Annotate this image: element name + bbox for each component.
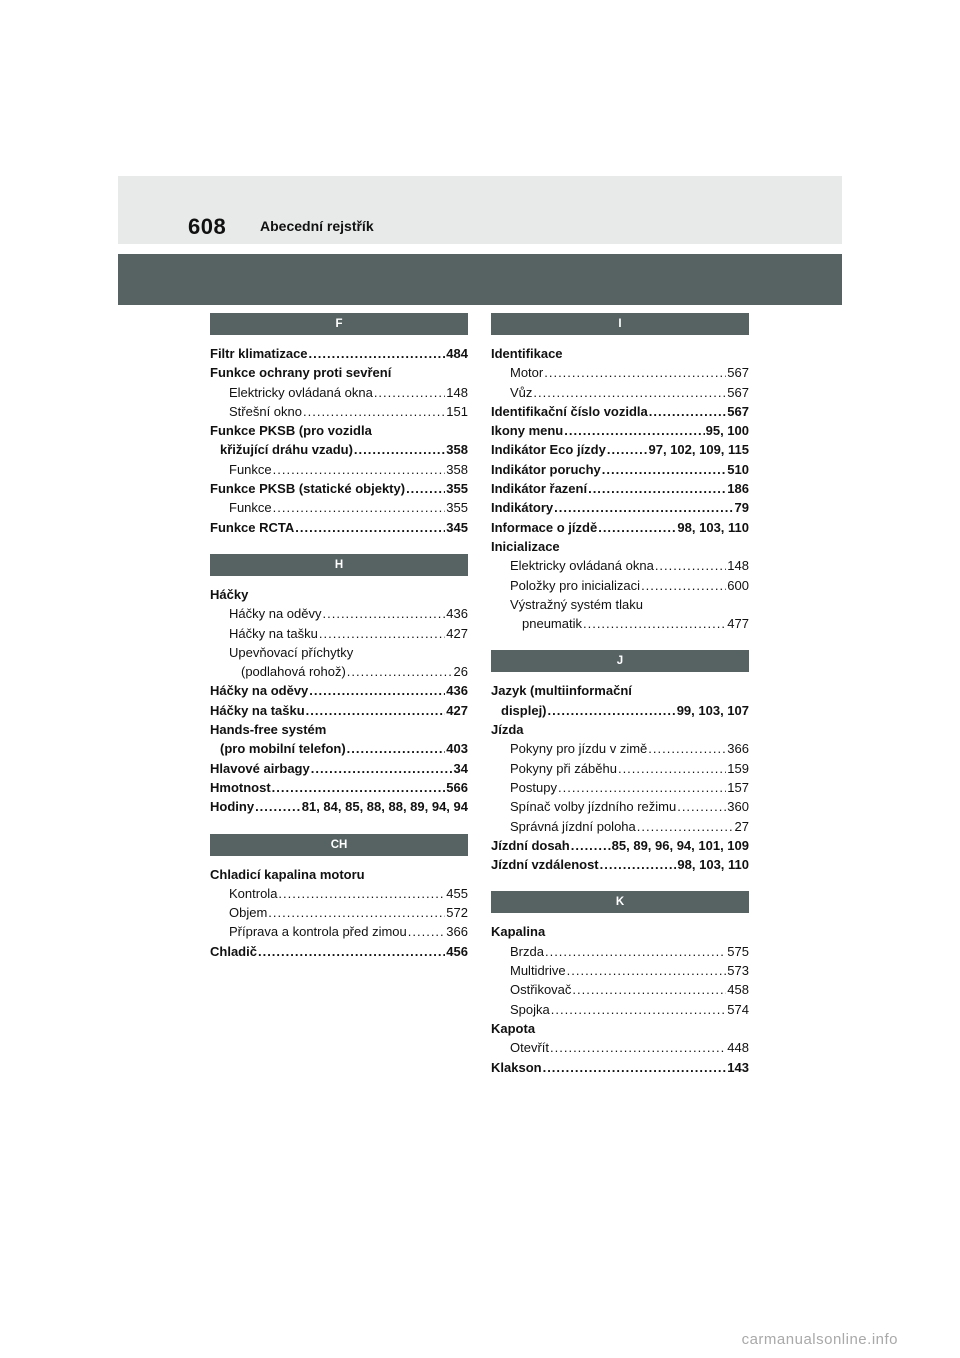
entry-page-ref: 575 — [727, 943, 749, 959]
section-header-ch: CH — [210, 834, 468, 856]
entry-term: Ostřikovač — [510, 982, 572, 998]
entry-term: Jízdní vzdálenost — [491, 857, 599, 873]
index-entry — [210, 797, 468, 816]
entry-term: Střešní okno — [229, 403, 302, 419]
entry-page-ref: 403 — [446, 741, 468, 757]
entry-term: Kapalina — [491, 924, 546, 940]
leader-dots — [648, 739, 726, 758]
index-entry — [210, 402, 468, 421]
leader-dots — [602, 460, 727, 479]
index-entry — [491, 421, 749, 440]
entry-page-ref: 366 — [727, 741, 749, 757]
leader-dots — [598, 518, 676, 537]
section-header-h: H — [210, 554, 468, 576]
entry-page-ref: 345 — [446, 519, 468, 535]
index-entry — [491, 614, 749, 633]
index-entry — [210, 884, 468, 903]
entry-page-ref: 97, 102, 109, 115 — [648, 442, 749, 458]
leader-dots — [258, 942, 445, 961]
entry-page-ref: 27 — [734, 818, 749, 834]
index-entry — [210, 942, 468, 961]
entry-page-ref: 157 — [727, 779, 749, 795]
index-entry — [491, 1058, 749, 1077]
entry-term: Identifikační číslo vozidla — [491, 403, 648, 419]
leader-dots — [551, 1000, 727, 1019]
entry-term: Upevňovací příchytky — [229, 644, 354, 660]
index-entry — [491, 1038, 749, 1057]
entry-term: Filtr klimatizace — [210, 346, 308, 361]
leader-dots — [558, 778, 726, 797]
leader-dots — [273, 460, 446, 479]
index-entry — [210, 903, 468, 922]
entry-term: Indikátor řazení — [491, 481, 588, 497]
leader-dots — [295, 518, 445, 537]
entry-term: Správná jízdní poloha — [510, 818, 636, 834]
leader-dots — [607, 440, 648, 459]
index-entry — [491, 383, 749, 402]
entry-page-ref: 567 — [727, 365, 749, 381]
entry-term: Multidrive — [510, 963, 566, 979]
entry-page-ref: 159 — [727, 760, 749, 776]
entry-term: Funkce RCTA — [210, 519, 295, 535]
entry-term: Informace o jízdě — [491, 519, 598, 535]
entry-page-ref: 355 — [446, 500, 468, 516]
index-entry — [491, 720, 749, 739]
entry-page-ref: 572 — [446, 905, 468, 921]
entry-term: křižující dráhu vzadu) — [220, 442, 353, 458]
leader-dots — [588, 479, 726, 498]
entry-page-ref: 366 — [446, 924, 468, 940]
entry-term: Brzda — [510, 943, 544, 959]
index-entry — [491, 797, 749, 816]
index-entry — [491, 595, 749, 614]
entry-page-ref: 360 — [727, 799, 749, 815]
index-entry — [491, 817, 749, 836]
entry-term: Funkce PKSB (pro vozidla — [210, 423, 372, 439]
index-entry — [491, 922, 749, 941]
entry-term: Spojka — [510, 1001, 550, 1017]
index-entry — [491, 836, 749, 855]
index-entry — [491, 479, 749, 498]
index-entry — [210, 518, 468, 537]
index-entry — [210, 460, 468, 479]
index-entry — [210, 363, 468, 382]
entry-term: Indikátory — [491, 500, 554, 516]
index-entry — [210, 498, 468, 517]
entry-term: Hands-free systém — [210, 722, 327, 738]
leader-dots — [564, 421, 704, 440]
entry-term: displej) — [501, 702, 547, 718]
index-column-left — [210, 313, 468, 978]
leader-dots — [268, 903, 445, 922]
entry-term: Jazyk (multiinformační — [491, 683, 632, 699]
leader-dots — [550, 1038, 726, 1057]
index-entry — [491, 942, 749, 961]
entry-page-ref: 26 — [453, 664, 468, 680]
index-entry — [491, 681, 749, 700]
entry-term: Motor — [510, 365, 544, 381]
entry-term: Háčky na oděvy — [229, 606, 322, 622]
leader-dots — [655, 556, 726, 575]
entry-term: Háčky na tašku — [210, 702, 305, 718]
leader-dots — [545, 942, 726, 961]
index-entry — [210, 720, 468, 739]
index-entry — [491, 1019, 749, 1038]
index-entry — [210, 643, 468, 662]
entry-page-ref: 566 — [446, 779, 468, 795]
entry-term: Jízdní dosah — [491, 837, 570, 853]
index-entry — [210, 662, 468, 681]
entry-page-ref: 79 — [734, 500, 749, 516]
index-entry — [491, 759, 749, 778]
entry-term: Háčky na oděvy — [210, 683, 309, 699]
leader-dots — [319, 624, 445, 643]
page-number: 608 — [188, 214, 227, 239]
entry-term: Výstražný systém tlaku — [510, 596, 643, 612]
leader-dots — [309, 681, 445, 700]
entry-term: Ikony menu — [491, 423, 564, 439]
entry-page-ref: 477 — [727, 616, 749, 632]
leader-dots — [533, 383, 726, 402]
index-entry — [210, 701, 468, 720]
entry-page-ref: 567 — [727, 384, 749, 400]
index-entry — [210, 421, 468, 440]
header-band — [118, 176, 842, 244]
leader-dots — [311, 759, 453, 778]
index-column-right — [491, 313, 749, 1094]
entry-term: Funkce — [229, 461, 272, 477]
entry-term: Elektricky ovládaná okna — [229, 384, 373, 400]
section-header-j: J — [491, 650, 749, 672]
entry-page-ref: 436 — [446, 606, 468, 622]
entry-page-ref: 148 — [727, 558, 749, 574]
entry-term: Hlavové airbagy — [210, 760, 310, 776]
entry-term: Příprava a kontrola před zimou — [229, 924, 407, 940]
leader-dots — [554, 498, 733, 517]
entry-term: Chladič — [210, 943, 257, 959]
section-header-k: K — [491, 891, 749, 913]
entry-term: Chladicí kapalina motoru — [210, 866, 365, 882]
entry-page-ref: 484 — [446, 346, 468, 361]
section-header-f: F — [210, 313, 468, 335]
entry-term: Otevřít — [510, 1040, 550, 1056]
leader-dots — [273, 498, 446, 517]
leader-dots — [649, 402, 727, 421]
leader-dots — [618, 759, 726, 778]
entry-page-ref: 355 — [446, 481, 468, 497]
leader-dots — [323, 604, 446, 623]
entry-page-ref: 98, 103, 110 — [677, 857, 749, 873]
index-entry — [491, 402, 749, 421]
index-entry — [210, 922, 468, 941]
leader-dots — [641, 576, 726, 595]
index-entry — [210, 681, 468, 700]
index-entry — [491, 344, 749, 363]
index-entry — [210, 585, 468, 604]
index-entry — [491, 701, 749, 720]
entry-term: Elektricky ovládaná okna — [510, 558, 654, 574]
leader-dots — [544, 363, 726, 382]
entry-term: Háčky na tašku — [229, 625, 318, 641]
entry-page-ref: 34 — [453, 760, 468, 776]
leader-dots — [567, 961, 727, 980]
entry-page-ref: 98, 103, 110 — [677, 519, 749, 535]
entry-page-ref: 456 — [446, 943, 468, 959]
entry-term: Indikátor poruchy — [491, 461, 601, 477]
entry-page-ref: 574 — [727, 1001, 749, 1017]
index-entry — [210, 739, 468, 758]
entry-page-ref: 455 — [446, 885, 468, 901]
index-entry — [491, 440, 749, 459]
entry-term: Funkce PKSB (statické objekty) — [210, 481, 406, 497]
entry-page-ref: 99, 103, 107 — [676, 702, 749, 718]
entry-term: (pro mobilní telefon) — [220, 741, 346, 757]
leader-dots — [347, 662, 453, 681]
entry-term: Funkce ochrany proti sevření — [210, 365, 392, 381]
leader-dots — [278, 884, 445, 903]
entry-term: Pokyny při záběhu — [510, 760, 617, 776]
entry-page-ref: 358 — [446, 461, 468, 477]
entry-page-ref: 567 — [727, 403, 749, 419]
entry-page-ref: 458 — [727, 982, 749, 998]
entry-term: (podlahová rohož) — [241, 664, 346, 680]
index-entry — [491, 537, 749, 556]
leader-dots — [306, 701, 446, 720]
index-entry — [210, 865, 468, 884]
index-entry — [491, 1000, 749, 1019]
leader-dots — [583, 614, 726, 633]
leader-dots — [408, 922, 446, 941]
index-entry — [491, 498, 749, 517]
entry-page-ref: 600 — [727, 577, 749, 593]
index-entry — [491, 460, 749, 479]
section-header-i: I — [491, 313, 749, 335]
entry-page-ref: 81, 84, 85, 88, 88, 89, 94, 94 — [301, 799, 468, 815]
entry-term: Hodiny — [210, 799, 255, 815]
leader-dots — [637, 817, 734, 836]
entry-term: Kontrola — [229, 885, 278, 901]
index-entry — [210, 383, 468, 402]
leader-dots — [309, 344, 446, 363]
entry-term: Postupy — [510, 779, 557, 795]
leader-dots — [600, 855, 677, 874]
index-entry — [210, 344, 468, 363]
index-entry — [210, 604, 468, 623]
leader-dots — [255, 797, 301, 816]
entry-term: Indikátor Eco jízdy — [491, 442, 606, 458]
entry-page-ref: 427 — [446, 625, 468, 641]
entry-page-ref: 436 — [446, 683, 468, 699]
header-dark-band — [118, 254, 842, 305]
leader-dots — [543, 1058, 727, 1077]
leader-dots — [272, 778, 446, 797]
entry-term: Pokyny pro jízdu v zimě — [510, 741, 648, 757]
entry-page-ref: 95, 100 — [705, 423, 749, 439]
entry-term: Vůz — [510, 384, 533, 400]
leader-dots — [572, 980, 726, 999]
page-title: Abecední rejstřík — [260, 218, 374, 234]
entry-term: pneumatik — [522, 616, 582, 632]
entry-term: Hmotnost — [210, 779, 271, 795]
entry-term: Háčky — [210, 586, 249, 602]
entry-page-ref: 573 — [727, 963, 749, 979]
index-entry — [210, 624, 468, 643]
entry-page-ref: 186 — [727, 481, 749, 497]
entry-term: Jízda — [491, 722, 524, 738]
entry-term: Kapota — [491, 1020, 536, 1036]
entry-term: Spínač volby jízdního režimu — [510, 799, 677, 815]
index-entry — [491, 739, 749, 758]
index-entry — [210, 759, 468, 778]
index-entry — [491, 855, 749, 874]
entry-term: Identifikace — [491, 346, 563, 361]
entry-term: Klakson — [491, 1059, 542, 1075]
entry-page-ref: 143 — [727, 1059, 749, 1075]
watermark: carmanualsonline.info — [741, 1331, 898, 1348]
entry-page-ref: 148 — [446, 384, 468, 400]
index-entry — [491, 576, 749, 595]
entry-page-ref: 151 — [446, 403, 468, 419]
entry-page-ref: 427 — [446, 702, 468, 718]
index-entry — [491, 961, 749, 980]
leader-dots — [677, 797, 726, 816]
index-entry — [491, 778, 749, 797]
index-entry — [491, 980, 749, 999]
index-entry — [491, 518, 749, 537]
entry-term: Položky pro inicializaci — [510, 577, 641, 593]
entry-page-ref: 358 — [446, 442, 468, 458]
entry-term: Funkce — [229, 500, 272, 516]
entry-page-ref: 448 — [727, 1040, 749, 1056]
leader-dots — [354, 440, 445, 459]
index-entry — [491, 363, 749, 382]
entry-page-ref: 85, 89, 96, 94, 101, 109 — [611, 837, 749, 853]
leader-dots — [347, 739, 446, 758]
leader-dots — [571, 836, 611, 855]
entry-page-ref: 510 — [727, 461, 749, 477]
leader-dots — [406, 479, 445, 498]
index-entry — [491, 556, 749, 575]
leader-dots — [548, 701, 676, 720]
index-entry — [210, 479, 468, 498]
leader-dots — [303, 402, 445, 421]
index-entry — [210, 778, 468, 797]
entry-term: Inicializace — [491, 538, 560, 554]
entry-term: Objem — [229, 905, 268, 921]
leader-dots — [374, 383, 445, 402]
index-entry — [210, 440, 468, 459]
